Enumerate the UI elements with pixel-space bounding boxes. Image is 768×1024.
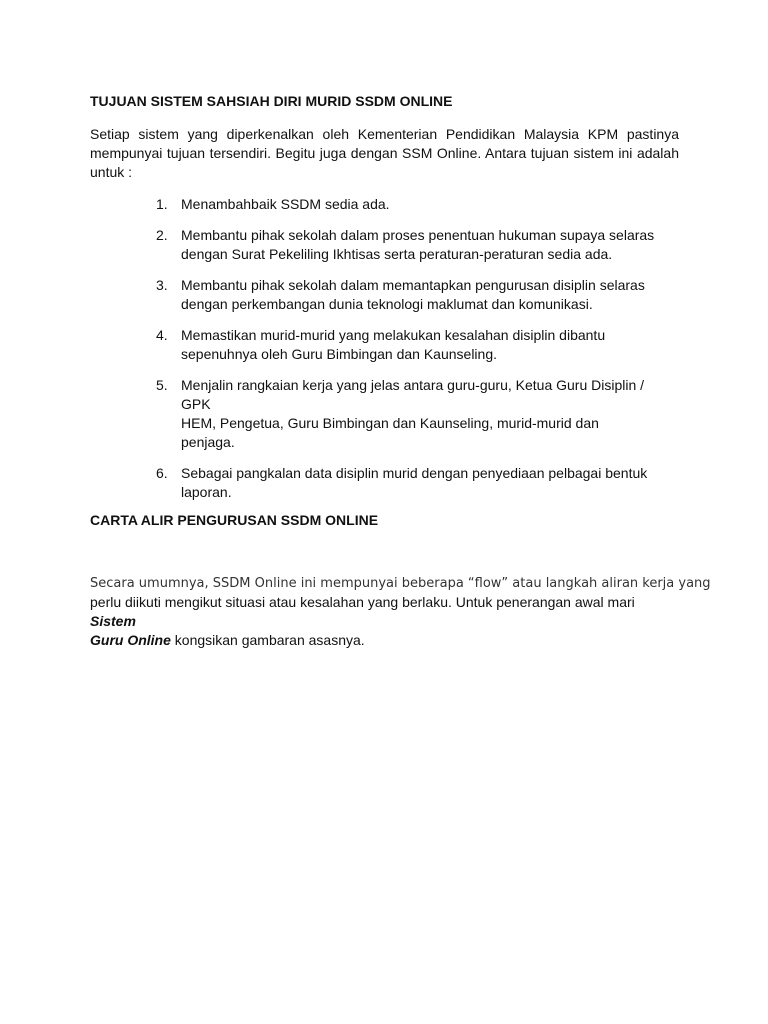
list-number: 4. xyxy=(156,327,168,343)
list-text: dengan Surat Pekeliling Ikhtisas serta peraturan-peraturan sedia ada. xyxy=(181,246,613,262)
list-text: Memastikan murid-murid yang melakukan kesalahan disiplin dibantu xyxy=(181,327,606,343)
intro-line: untuk : xyxy=(90,164,133,180)
closing-text: kongsikan gambaran asasnya. xyxy=(170,632,365,648)
list-item xyxy=(156,226,656,264)
list-number: 6. xyxy=(156,465,168,481)
closing-text: perlu diikuti mengikut situasi atau kesalahan yang berlaku. Untuk penerangan awal mari xyxy=(90,594,635,610)
list-text: Menjalin rangkaian kerja yang jelas antara guru-guru, Ketua Guru Disiplin / GPK xyxy=(181,377,645,412)
list-number: 1. xyxy=(156,196,168,212)
list-item xyxy=(156,276,656,314)
list-text: Menambahbaik SSDM sedia ada. xyxy=(181,196,390,212)
list-text: laporan. xyxy=(181,484,232,500)
list-text: sepenuhnya oleh Guru Bimbingan dan Kaunseling. xyxy=(181,346,498,362)
closing-line: Secara umumnya, SSDM Online ini mempunyai beberapa “flow” atau langkah aliran kerja yang xyxy=(90,576,711,591)
list-number: 5. xyxy=(156,377,168,393)
list-text: Membantu pihak sekolah dalam proses penentuan hukuman supaya selaras xyxy=(181,227,655,243)
list-number: 2. xyxy=(156,227,168,243)
list-item xyxy=(156,464,656,502)
list-item xyxy=(156,326,656,364)
list-text: dengan perkembangan dunia teknologi maklumat dan komunikasi. xyxy=(181,296,593,312)
intro-line: mempunyai tujuan tersendiri. Begitu juga dengan SSM Online. Antara tujuan sistem ini adalah xyxy=(90,145,679,161)
list-item xyxy=(156,195,656,214)
emphasis-text: Sistem xyxy=(90,613,136,629)
list-item xyxy=(156,376,656,452)
list-text: Membantu pihak sekolah dalam memantapkan pengurusan disiplin selaras xyxy=(181,277,645,293)
list-text: Sebagai pangkalan data disiplin murid dengan penyediaan pelbagai bentuk xyxy=(181,465,648,481)
list-text: HEM, Pengetua, Guru Bimbingan dan Kaunseling, murid-murid dan penjaga. xyxy=(181,415,599,450)
intro-paragraph xyxy=(90,125,679,182)
list-number: 3. xyxy=(156,277,168,293)
emphasis-text: Guru Online xyxy=(90,632,171,648)
section-heading-tujuan: TUJUAN SISTEM SAHSIAH DIRI MURID SSDM ONLINE xyxy=(90,93,453,109)
objectives-list xyxy=(156,195,656,514)
section-heading-carta-alir: CARTA ALIR PENGURUSAN SSDM ONLINE xyxy=(90,512,379,528)
intro-line: Setiap sistem yang diperkenalkan oleh Kementerian Pendidikan Malaysia KPM pastinya xyxy=(90,126,679,142)
closing-paragraph xyxy=(90,574,711,650)
closing-body xyxy=(90,593,679,650)
